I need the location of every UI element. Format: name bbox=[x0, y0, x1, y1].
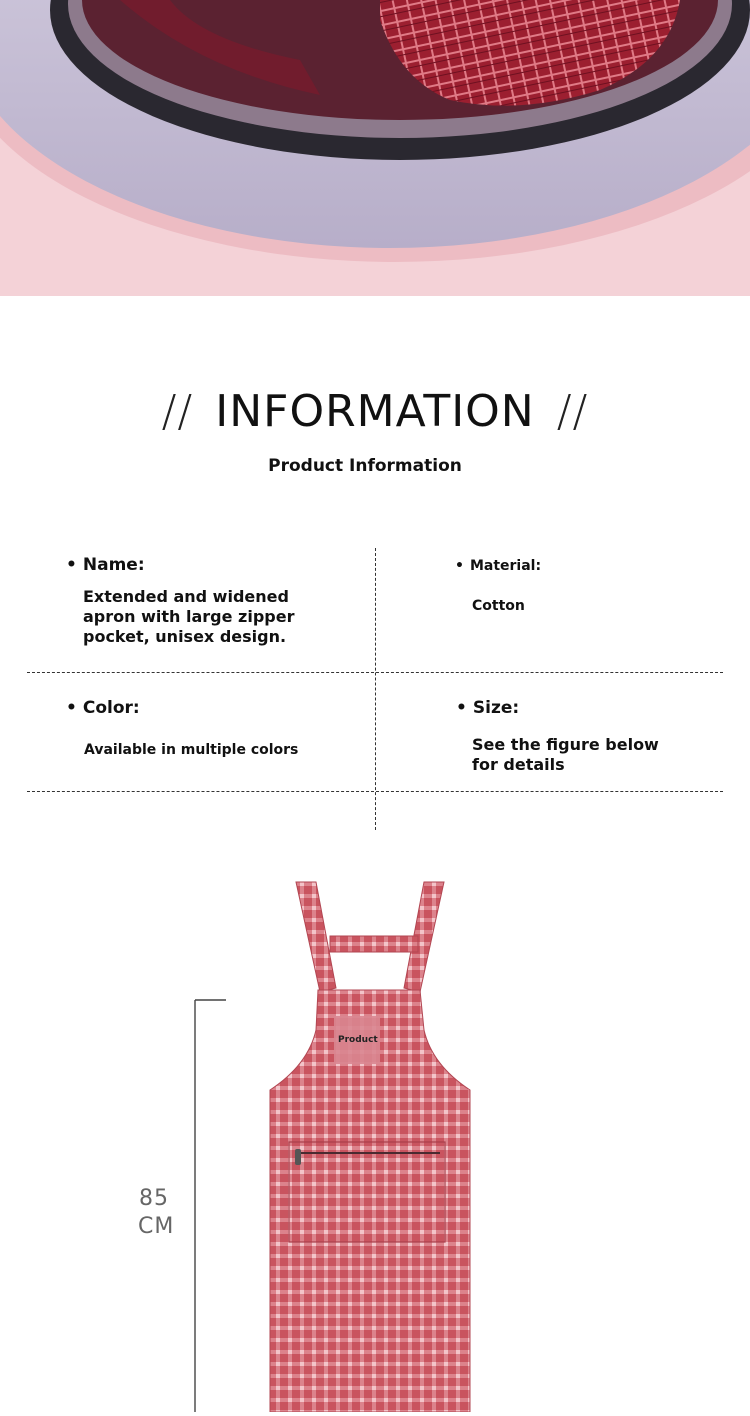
dimension-value: 85 bbox=[139, 1186, 169, 1211]
section-heading bbox=[0, 386, 750, 437]
bullet-icon: • bbox=[455, 558, 464, 574]
apron-label-text: Product bbox=[338, 1035, 378, 1045]
info-name-label: • Name: bbox=[66, 555, 145, 575]
bullet-icon: • bbox=[66, 555, 77, 575]
bullet-icon: • bbox=[456, 698, 467, 718]
heading-slash-left: // bbox=[161, 386, 194, 437]
heading-title: INFORMATION bbox=[215, 386, 535, 437]
info-material-value: Cotton bbox=[472, 598, 525, 614]
grid-horizontal-divider bbox=[27, 672, 723, 673]
grid-vertical-divider bbox=[375, 548, 376, 830]
info-name-value: Extended and widened apron with large zipper pocket, unisex design. bbox=[83, 587, 295, 646]
grid-horizontal-divider bbox=[27, 791, 723, 792]
section-subtitle: Product Information bbox=[268, 456, 462, 476]
heading-slash-right: // bbox=[556, 386, 589, 437]
info-size-value: See the figure below for details bbox=[472, 735, 659, 774]
info-color-label: • Color: bbox=[66, 698, 140, 718]
info-size-label: • Size: bbox=[456, 698, 520, 718]
info-color-value: Available in multiple colors bbox=[84, 742, 299, 758]
product-image bbox=[0, 870, 750, 1412]
zipper-pull-icon bbox=[295, 1149, 301, 1165]
apron-illustration bbox=[0, 870, 750, 1412]
info-material-label: • Material: bbox=[455, 558, 542, 574]
dimension-unit: CM bbox=[138, 1214, 175, 1239]
bullet-icon: • bbox=[66, 698, 77, 718]
hero-image bbox=[0, 0, 750, 296]
